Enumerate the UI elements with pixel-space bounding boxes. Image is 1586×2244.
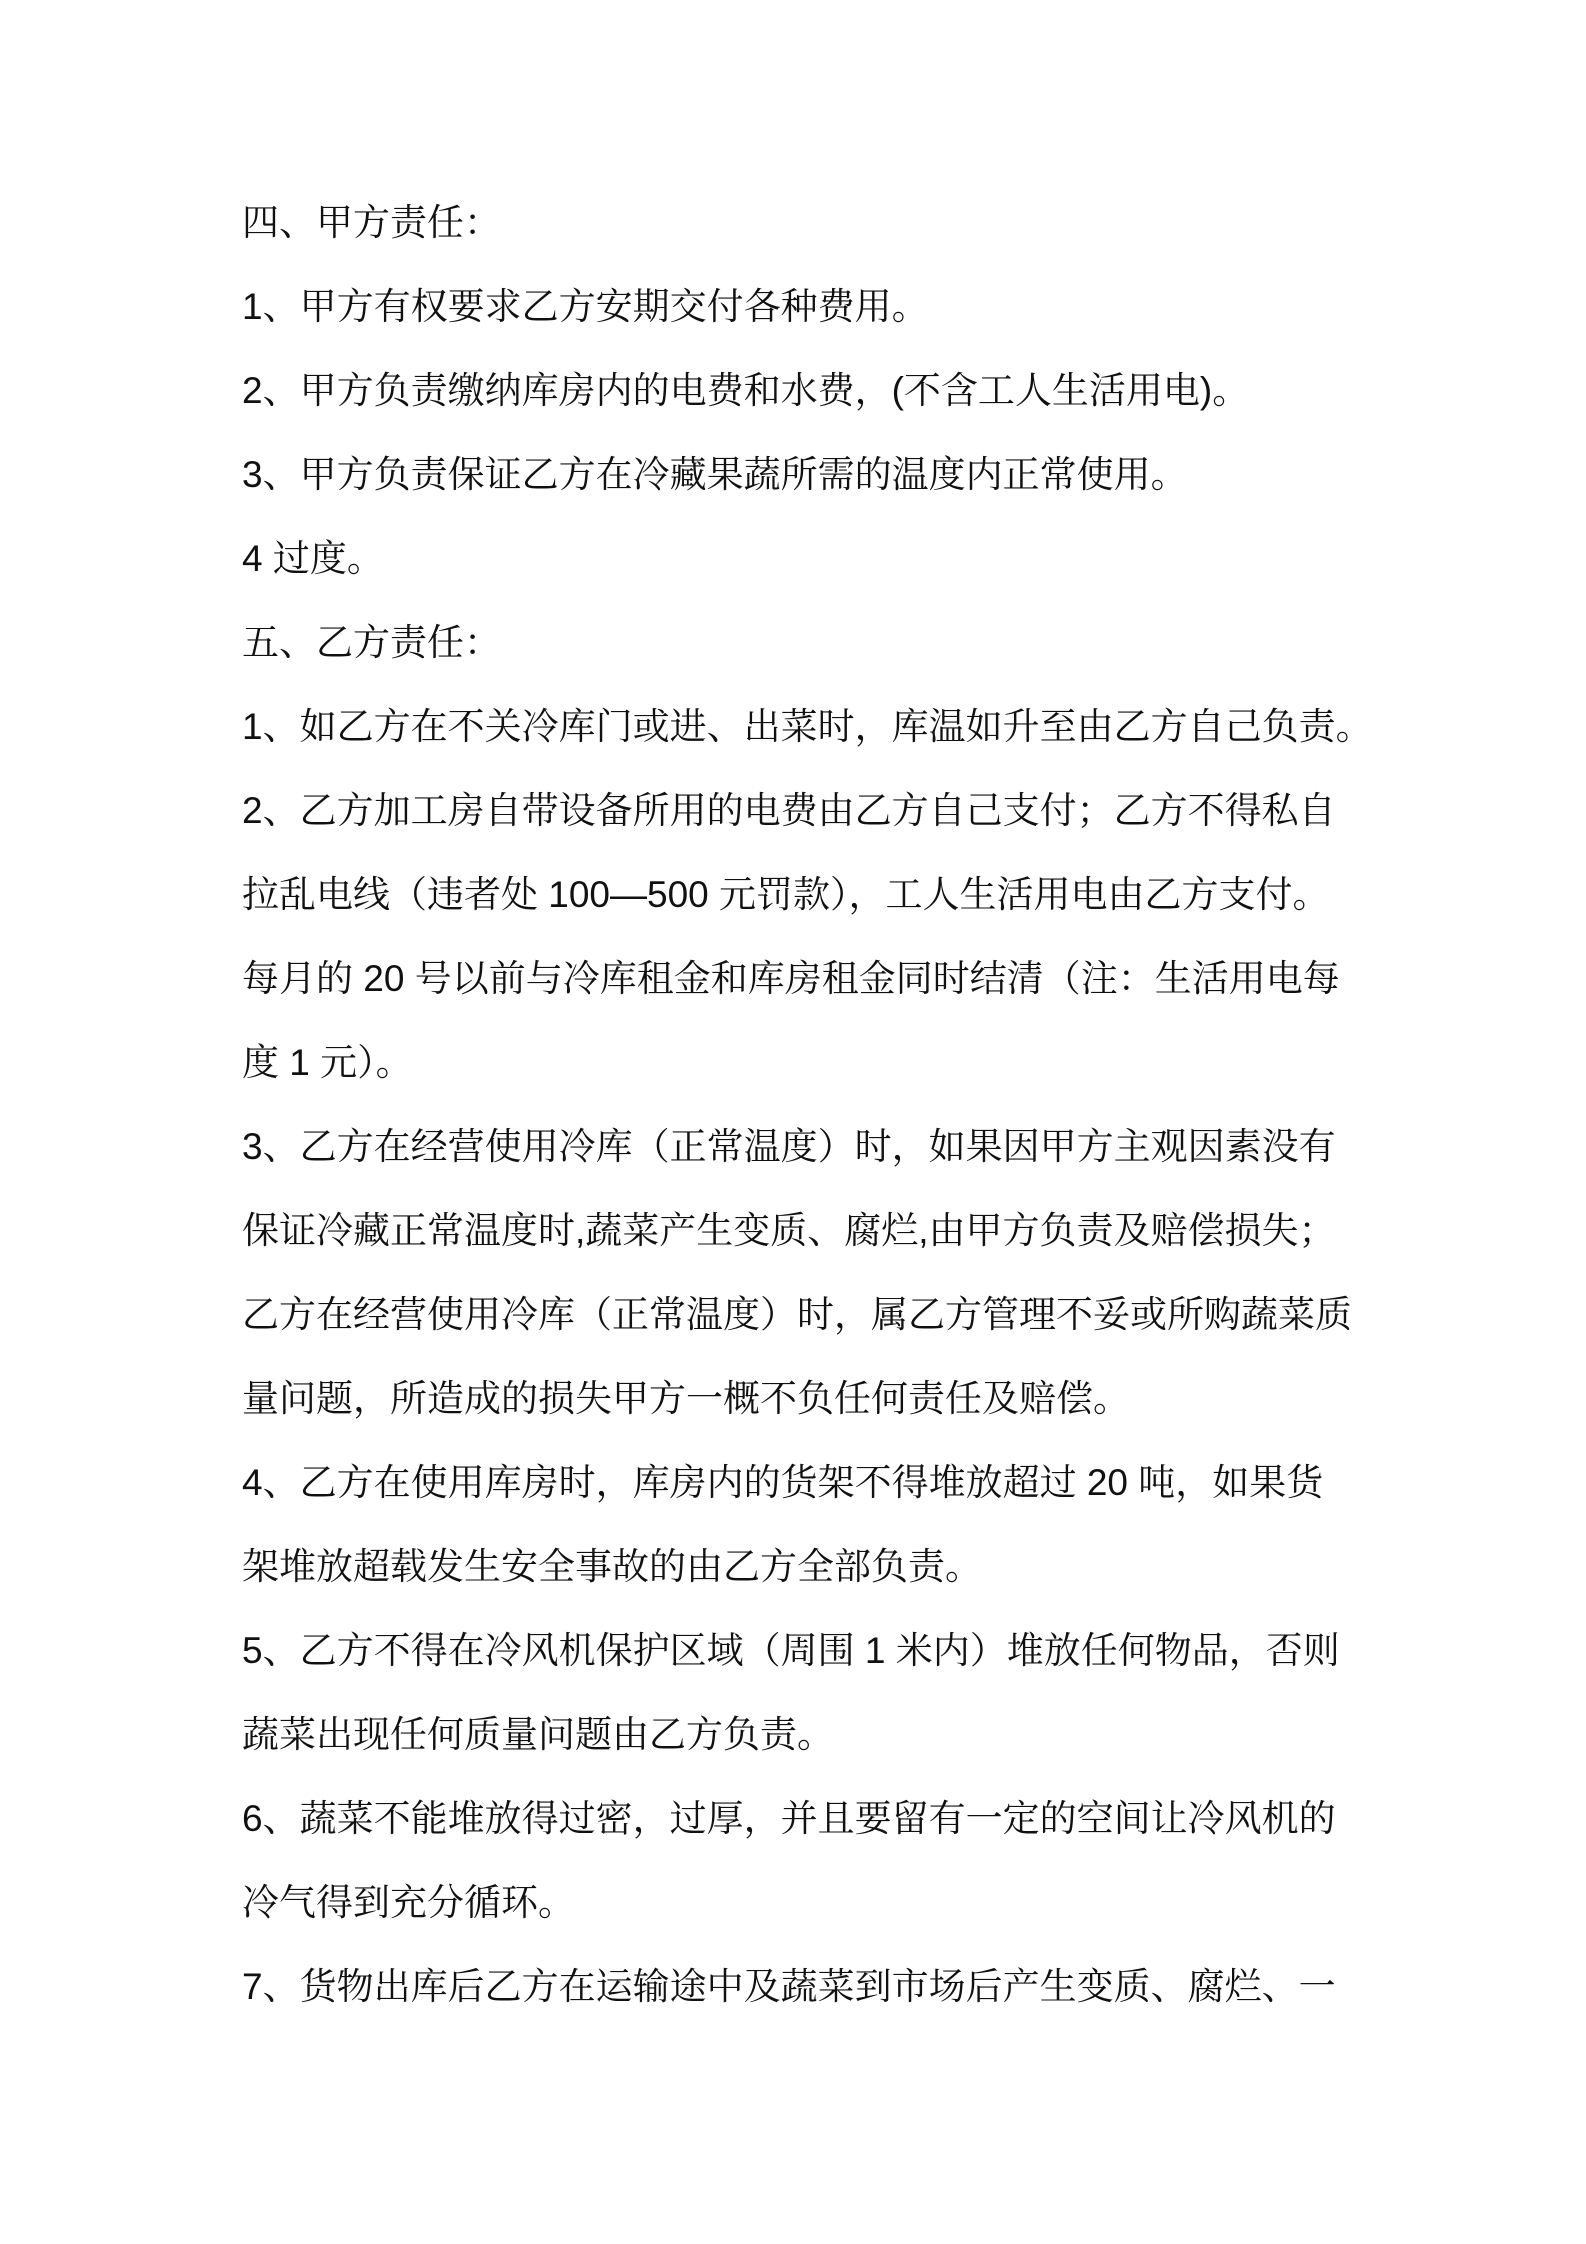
clause-line: 冷气得到充分循环。 [242, 1882, 575, 1923]
clause-line: 2、甲方负责缴纳库房内的电费和水费，(不含工人生活用电)。 [242, 370, 1250, 411]
clause-item [242, 265, 1586, 349]
clause-line: 6、蔬菜不能堆放得过密，过厚，并且要留有一定的空间让冷风机的 [242, 1798, 1336, 1839]
section-party-a-responsibilities [242, 181, 1586, 601]
clause-line: 3、甲方负责保证乙方在冷藏果蔬所需的温度内正常使用。 [242, 454, 1188, 495]
clause-line: 保证冷藏正常温度时,蔬菜产生变质、腐烂,由甲方负责及赔偿损失； [242, 1210, 1336, 1251]
section-party-b-responsibilities [242, 601, 1586, 2029]
clause-line: 1、甲方有权要求乙方安期交付各种费用。 [242, 286, 929, 327]
clause-line: 7、货物出库后乙方在运输途中及蔬菜到市场后产生变质、腐烂、一 [242, 1966, 1336, 2007]
clause-line: 4、乙方在使用库房时，库房内的货架不得堆放超过 20 吨，如果货 [242, 1462, 1324, 1503]
clause-line: 架堆放超载发生安全事故的由乙方全部负责。 [242, 1546, 982, 1587]
clause-line: 4 过度。 [242, 538, 384, 579]
clause-item [242, 1105, 1586, 1441]
clause-item [242, 433, 1586, 517]
clause-line: 量问题，所造成的损失甲方一概不负任何责任及赔偿。 [242, 1378, 1130, 1419]
clause-item [242, 1777, 1586, 1945]
clause-line: 3、乙方在经营使用冷库（正常温度）时，如果因甲方主观因素没有 [242, 1126, 1336, 1167]
clause-line: 蔬菜出现任何质量问题由乙方负责。 [242, 1714, 834, 1755]
clause-item [242, 769, 1586, 1105]
clause-line: 拉乱电线（违者处 100—500 元罚款），工人生活用电由乙方支付。 [242, 874, 1330, 915]
clause-line: 每月的 20 号以前与冷库租金和库房租金同时结清（注：生活用电每 [242, 958, 1340, 999]
clause-line: 1、如乙方在不关冷库门或进、出菜时，库温如升至由乙方自己负责。 [242, 706, 1373, 747]
clause-item [242, 1609, 1586, 1777]
section-heading: 五、乙方责任： [242, 622, 501, 663]
clause-line: 乙方在经营使用冷库（正常温度）时，属乙方管理不妥或所购蔬菜质 [242, 1294, 1352, 1335]
clause-item [242, 349, 1586, 433]
clause-item [242, 517, 1586, 601]
clause-line: 5、乙方不得在冷风机保护区域（周围 1 米内）堆放任何物品，否则 [242, 1630, 1340, 1671]
clause-line: 2、乙方加工房自带设备所用的电费由乙方自己支付；乙方不得私自 [242, 790, 1336, 831]
clause-line: 度 1 元）。 [242, 1042, 413, 1083]
clause-item [242, 685, 1586, 769]
clause-item [242, 1441, 1586, 1609]
section-heading: 四、甲方责任： [242, 202, 501, 243]
clause-item [242, 1945, 1586, 2029]
